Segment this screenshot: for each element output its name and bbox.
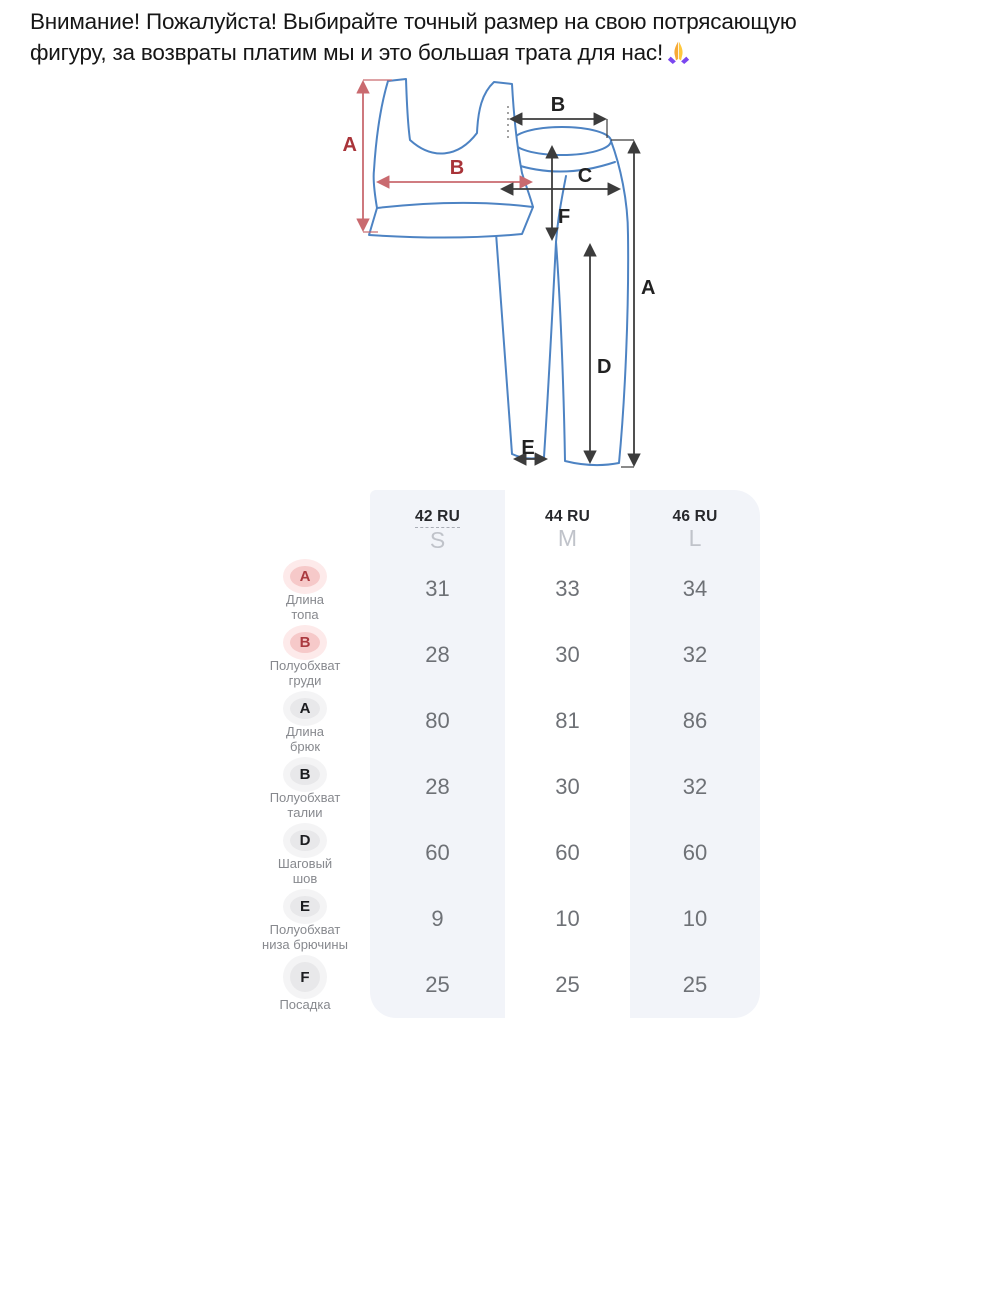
row-label-cell bbox=[240, 754, 370, 820]
arrow-label-pants-hip: C bbox=[577, 165, 593, 187]
notice-text-content: Внимание! Пожалуйста! Выбирайте точный размер на свою потрясающую фигуру, за возвраты платим мы и это большая трата для нас! bbox=[30, 9, 797, 65]
arrow-label-pants-leg-opening: E bbox=[521, 437, 535, 459]
arrow-label-pants-rise: F bbox=[558, 206, 571, 228]
arrow-label-top-chest: B bbox=[449, 157, 465, 179]
value-cell: 10 bbox=[630, 886, 760, 952]
measure-label: Длина топа bbox=[285, 592, 325, 622]
row-label-cell bbox=[240, 820, 370, 886]
value-cell: 25 bbox=[370, 952, 505, 1018]
value-cell: 34 bbox=[630, 556, 760, 622]
row-label-cell bbox=[240, 622, 370, 688]
arrow-label-pants-inseam: D bbox=[597, 356, 612, 378]
measure-badge: E bbox=[290, 896, 320, 917]
value-cell: 60 bbox=[630, 820, 760, 886]
value-cell: 28 bbox=[370, 622, 505, 688]
value-cell: 32 bbox=[630, 754, 760, 820]
table-corner-cell bbox=[240, 490, 370, 565]
value-cell: 60 bbox=[370, 820, 505, 886]
measure-label: Полуобхват груди bbox=[269, 658, 341, 688]
size-column-header-46ru bbox=[630, 490, 760, 565]
arrow-label-top-length: A bbox=[342, 134, 357, 156]
value-cell: 28 bbox=[370, 754, 505, 820]
notice-text bbox=[30, 6, 860, 68]
size-table bbox=[240, 490, 760, 1018]
measure-badge: A bbox=[290, 698, 320, 719]
row-label-cell bbox=[240, 952, 370, 1018]
measure-badge: B bbox=[290, 632, 320, 653]
value-cell: 31 bbox=[370, 556, 505, 622]
measure-badge: F bbox=[290, 962, 320, 992]
value-cell: 25 bbox=[555, 972, 580, 997]
row-label-cell bbox=[240, 886, 370, 952]
measure-label: Посадка bbox=[279, 997, 331, 1012]
size-intl-label: M bbox=[557, 525, 578, 551]
size-column-header-42ru bbox=[370, 490, 505, 565]
measure-badge: A bbox=[290, 566, 320, 587]
value-cell: 80 bbox=[370, 688, 505, 754]
measure-badge: B bbox=[290, 764, 320, 785]
value-cell: 25 bbox=[630, 952, 760, 1018]
row-label-cell bbox=[240, 556, 370, 622]
size-ru-label: 44 RU bbox=[545, 508, 590, 525]
measure-badge: D bbox=[290, 830, 320, 851]
measure-label: Полуобхват талии bbox=[269, 790, 341, 820]
value-cell: 81 bbox=[555, 708, 580, 733]
measure-label: Шаговый шов bbox=[277, 856, 333, 886]
row-label-cell bbox=[240, 688, 370, 754]
size-column-header-44ru bbox=[505, 490, 630, 565]
value-cell: 10 bbox=[555, 906, 580, 931]
value-cell: 86 bbox=[630, 688, 760, 754]
value-cell: 9 bbox=[370, 886, 505, 952]
value-cell: 33 bbox=[555, 576, 580, 601]
measurement-diagram bbox=[0, 70, 1000, 490]
arrow-label-pants-length: A bbox=[641, 277, 656, 299]
arrow-label-pants-waist: B bbox=[550, 94, 566, 116]
size-ru-label: 46 RU bbox=[672, 508, 718, 525]
measure-label: Полуобхват низа брючины bbox=[262, 922, 348, 952]
value-cell: 30 bbox=[555, 642, 580, 667]
size-intl-label: L bbox=[688, 525, 702, 551]
measure-label: Длина брюк bbox=[285, 724, 325, 754]
value-cell: 60 bbox=[555, 840, 580, 865]
size-intl-label: S bbox=[429, 527, 446, 553]
praying-hands-emoji bbox=[666, 40, 691, 65]
size-ru-label: 42 RU bbox=[415, 508, 460, 528]
value-cell: 30 bbox=[555, 774, 580, 799]
value-cell: 32 bbox=[630, 622, 760, 688]
